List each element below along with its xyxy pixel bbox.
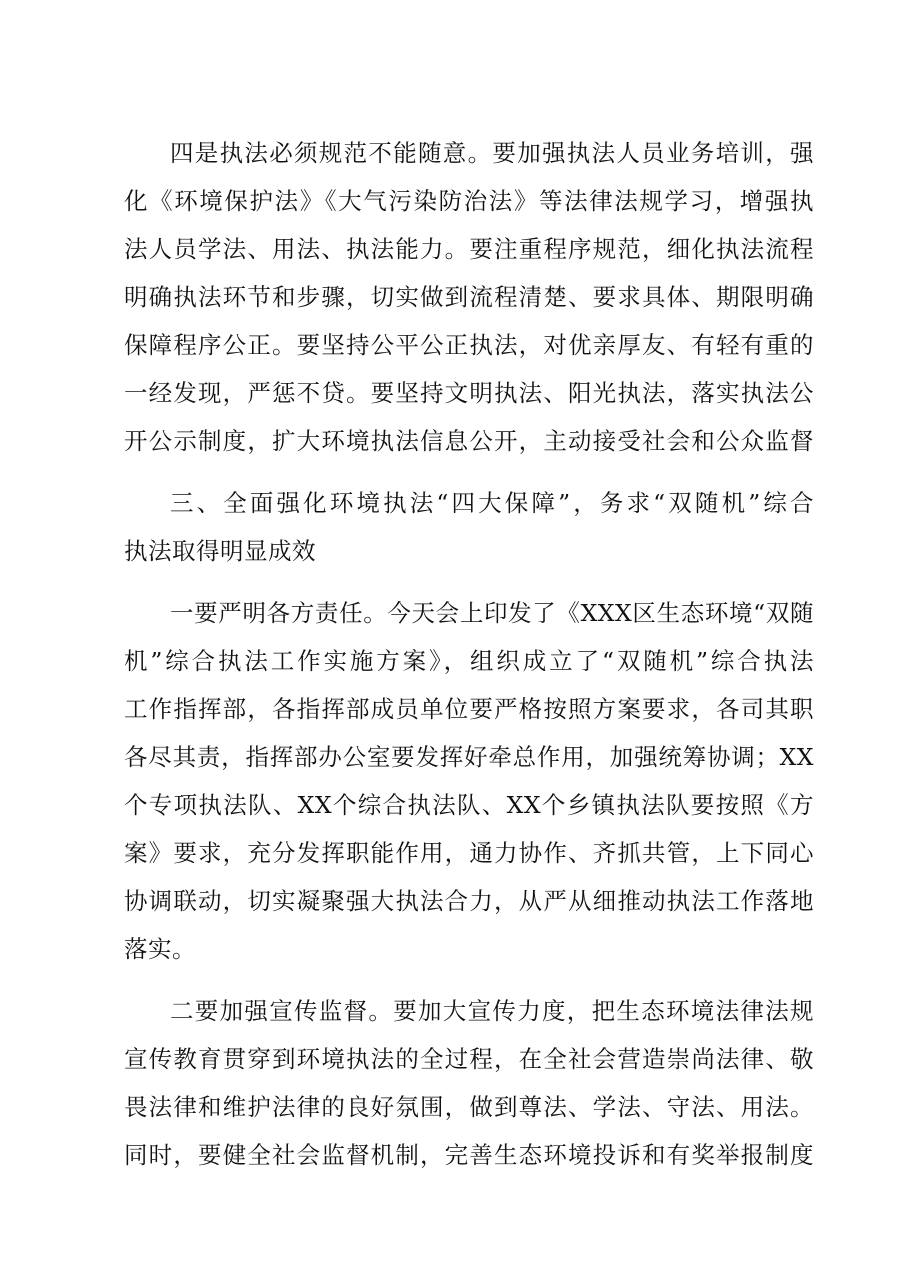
text-line: 落实。 (124, 935, 196, 963)
text-line: 三、全面强化环境执法“四大保障”，务求“双随机”综合 (170, 489, 814, 517)
text-line: 工作指挥部，各指挥部成员单位要严格按照方案要求，各司其职 (124, 695, 814, 723)
text-line: 法人员学法、用法、执法能力。要注重程序规范，细化执法流程 (124, 235, 814, 263)
text-line: 保障程序公正。要坚持公平公正执法，对优亲厚友、有轻有重的 (124, 331, 814, 359)
text-line: 二要加强宣传监督。要加大宣传力度，把生态环境法律法规 (170, 997, 814, 1025)
text-line: 一要严明各方责任。今天会上印发了《XXX区生态环境“双随 (170, 599, 814, 627)
text-line: 明确执法环节和步骤，切实做到流程清楚、要求具体、期限明确 (124, 283, 814, 311)
text-line: 个专项执法队、XX个综合执法队、XX个乡镇执法队要按照《方 (124, 791, 814, 819)
text-line: 协调联动，切实凝聚强大执法合力，从严从细推动执法工作落地 (124, 887, 814, 915)
text-line: 宣传教育贯穿到环境执法的全过程，在全社会营造崇尚法律、敬 (124, 1045, 814, 1073)
text-line: 畏法律和维护法律的良好氛围，做到尊法、学法、守法、用法。 (124, 1093, 814, 1121)
text-line: 四是执法必须规范不能随意。要加强执法人员业务培训，强 (170, 139, 814, 167)
text-line: 同时，要健全社会监督机制，完善生态环境投诉和有奖举报制度 (124, 1141, 814, 1169)
text-line: 机”综合执法工作实施方案》，组织成立了“双随机”综合执法 (124, 647, 814, 675)
text-line: 各尽其责，指挥部办公室要发挥好牵总作用，加强统筹协调；XX (124, 743, 814, 771)
text-line: 开公示制度，扩大环境执法信息公开，主动接受社会和公众监督 (124, 427, 814, 455)
text-line: 化《环境保护法》《大气污染防治法》等法律法规学习，增强执 (124, 187, 814, 215)
text-line: 执法取得明显成效 (124, 537, 316, 565)
text-line: 一经发现，严惩不贷。要坚持文明执法、阳光执法，落实执法公 (124, 379, 814, 407)
text-line: 案》要求，充分发挥职能作用，通力协作、齐抓共管，上下同心 (124, 839, 814, 867)
